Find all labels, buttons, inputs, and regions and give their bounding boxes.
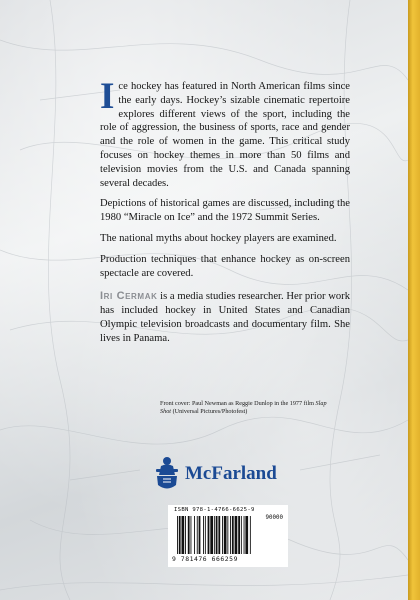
barcode-bar bbox=[235, 516, 238, 554]
barcode-bar bbox=[224, 516, 227, 554]
barcode-bar bbox=[238, 516, 240, 554]
barcode-bar bbox=[210, 516, 213, 554]
barcode-bar bbox=[214, 516, 215, 554]
barcode-bar bbox=[245, 516, 248, 554]
barcode-bar bbox=[197, 516, 198, 554]
isbn-number: ISBN 978-1-4766-6625-9 bbox=[174, 507, 255, 513]
barcode-bars bbox=[173, 516, 285, 556]
cover-credit-before: Front cover: Paul Newman as Reggie Dunlop in the 1977 film bbox=[160, 400, 316, 407]
barcode-bar bbox=[203, 516, 204, 554]
barcode-bar bbox=[208, 516, 210, 554]
barcode-bar bbox=[232, 516, 234, 554]
publisher-name: McFarland bbox=[185, 463, 277, 484]
barcode-bar bbox=[241, 516, 242, 554]
cover-credit-after: (Universal Pictures/Photofest) bbox=[171, 408, 248, 416]
barcode-bar bbox=[205, 516, 206, 554]
blurb-paragraph-3: The national myths about hockey players are examined. bbox=[100, 232, 337, 244]
barcode-bar bbox=[250, 516, 251, 554]
isbn-barcode bbox=[168, 505, 288, 567]
barcode-bar bbox=[199, 516, 201, 554]
mcfarland-logo-icon bbox=[152, 455, 182, 493]
barcode-bar bbox=[182, 516, 185, 554]
spine-edge bbox=[408, 0, 420, 600]
barcode-bar bbox=[191, 516, 192, 554]
barcode-bar bbox=[179, 516, 181, 554]
barcode-bar bbox=[230, 516, 231, 554]
barcode-bar bbox=[194, 516, 195, 554]
cover-credit-film-title: Slap Shot bbox=[160, 400, 327, 416]
barcode-bar bbox=[244, 516, 245, 554]
author-bio-text: is a media studies researcher. Her prior work has included hockey in United States and Canadian Olympic television broadcasts and documentary film. She lives in Panama. bbox=[100, 291, 351, 344]
price-code: 90000 bbox=[265, 515, 283, 521]
barcode-bar bbox=[185, 516, 186, 554]
blurb-paragraph-2: Depictions of historical games are discussed, including the 1980 “Miracle on Ice” and the 1972 Summit Series. bbox=[100, 198, 350, 224]
barcode-bar bbox=[188, 516, 190, 554]
cover-credit bbox=[160, 400, 330, 417]
drop-cap: I bbox=[100, 76, 115, 117]
barcode-bar bbox=[218, 516, 220, 554]
barcode-bar bbox=[177, 516, 178, 554]
barcode-bar bbox=[227, 516, 228, 554]
blurb-paragraph-1-text: ce hockey has featured in North American films since the early days. Hockey’s sizable cinematic repertoire explores different views of the sport, including the role of aggression, the business of sports, race and gender and the role of women in the game. This critical study focuses on hockey themes in more than 50 films and television movies from the U.S. and Canada spanning several decades. bbox=[100, 81, 350, 189]
barcode-bar bbox=[216, 516, 218, 554]
publisher-logo bbox=[152, 455, 302, 495]
barcode-bar bbox=[222, 516, 223, 554]
author-name: Iri Cermak bbox=[100, 290, 158, 303]
description-blurb bbox=[100, 76, 351, 353]
blurb-paragraph-1 bbox=[100, 76, 350, 190]
author-bio bbox=[100, 290, 350, 345]
blurb-paragraph-4: Production techniques that enhance hockey as on-screen spectacle are covered. bbox=[100, 253, 350, 279]
ean-digits: 9 781476 666259 bbox=[172, 555, 238, 563]
